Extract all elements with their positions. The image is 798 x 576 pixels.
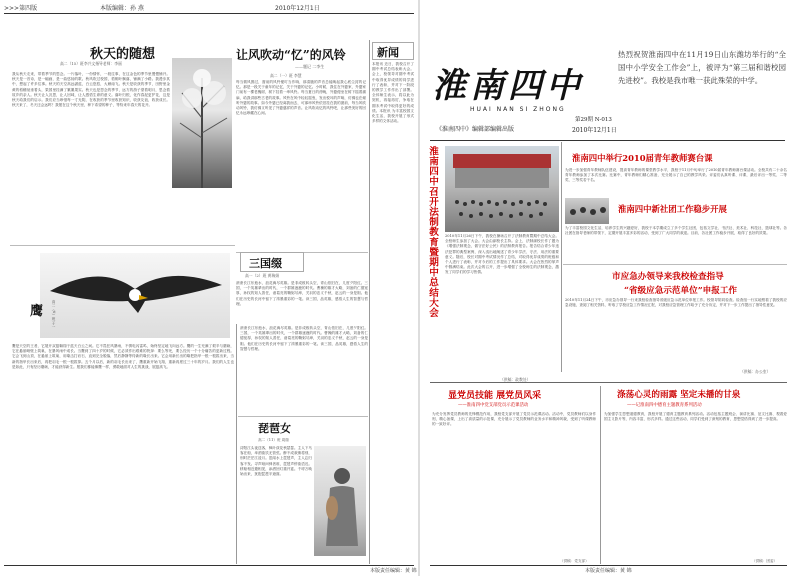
main-article-credit: （供稿：政教处）	[500, 377, 531, 382]
article-pipa-body: 浔阳江头夜送客，枫叶荻花秋瑟瑟。主人下马客在船，举酒欲饮无管弦。醉不成欢惨将别，别时茫茫江浸月。忽闻水上琵琶声，主人忘归客不发。寻声暗问弹者谁，琵琶声停欲语迟。移船相近邀相见，添酒回灯重开宴。千呼万唤始出来，犹抱琵琶半遮面。	[240, 446, 312, 477]
banner-congrats: 热烈祝贺淮南四中在11月19日山东潍坊举行的“全国中小学安全工作会”上，被评为“第三届和谐校园先进校”。我校是我市唯一获此殊荣的中学。	[618, 50, 786, 85]
club-body: 为了丰富校园文化生活，培养学生的兴趣爱好，我校于本学期成立了多个学生社团，包括文学社、书法社、美术社、科技社、篮球社等。各社团在指导老师的带领下，定期开展丰富多彩的活动，受到了广大同学的欢迎。目前，各社团工作稳步开展，取得了良好的效果。	[565, 226, 787, 236]
club-photo	[565, 198, 609, 224]
article-windbell-title: 让风吹动“忆”的风铃	[236, 48, 346, 62]
news-heading-box	[372, 42, 414, 60]
emergency-title2: “省级应急示范单位”申报工作	[624, 286, 738, 296]
eagle-icon	[40, 253, 230, 338]
left-header-rule	[4, 13, 414, 14]
left-page-editor: 本版编辑：孙 燕	[100, 5, 144, 12]
lady-icon	[314, 446, 366, 556]
heart-subtitle: ——记淮南四中德育主题教育系列活动	[627, 403, 702, 408]
snowy-tree-photo	[172, 58, 232, 188]
masthead-date: 2010年12月1日	[572, 127, 617, 134]
article-eagle-byline: 高二（6）班 于一	[52, 300, 56, 329]
main-article-body: 2010年11月26日下午，我校在操场召开了法制教育暨期中总结大会。全校师生参加了大会。大会由副校长主持。会上，法制副校长作了题为《增强法制观念，做守法好公民》的法制教育报告。报告结合青少年违法犯罪的典型案例，深入浅出地阐述了青少年学法、守法、用法的重要意义。随后，校长对期中考试情况作了总结，对取得优异成绩的班级和个人进行了表彰，并对今后的工作提出了具体要求。大会在热烈的掌声中圆满结束。此次大会的召开，进一步增强了全校师生的法制观念，激发了同学们的学习热情。	[445, 234, 559, 275]
teacher-contest-body: 为进一步加强青年教师队伍建设，提高青年教师的课堂教学水平，我校于11月中旬举行了2010届青年教师赛台课活动。全校共有二十余名青年教师参加了本次比赛。比赛中，青年教师们精心准备，充分展示了自己的教学风采。评委们认真听课、评课，最后评出一等奖、二等奖、三等奖若干名。	[565, 168, 787, 183]
left-page-section: >>>第四版	[4, 5, 38, 12]
teacher-contest-title: 淮南四中举行2010届青年教师赛台课	[572, 153, 713, 163]
emergency-credit: （供稿：办公室）	[740, 369, 771, 374]
party-title: 显党员技能 展党员风采	[448, 391, 542, 401]
eagle-photo	[40, 253, 230, 338]
article-windbell-body: 每当微风拂过，窗前的风铃便叮当作响，那清脆的声音总能唤起我心底尘封的记忆。那是一段关于童年的记忆，关于外婆的记忆。小时候，我住在外婆家，外婆家门前有一棵老槐树，树下挂着一串风铃。每当夏日的傍晚，外婆便坐在树下摇着蒲扇，给我讲那些古老的故事。风铃在风中轻轻摇曳，发出悦耳的声响，仿佛也在倾听外婆的故事。如今外婆已经离我而去，可那串风铃依旧挂在我的窗前，每当风吹动风铃，我仿佛又听见了外婆慈祥的声音。让风吹动忆的风铃吧，让那些美好的回忆永远珍藏在心间。	[236, 80, 366, 116]
article-sanguo-titlebox	[240, 252, 304, 272]
left-page-date: 2010年12月1日	[275, 5, 320, 12]
right-footer: 本版责任编辑：黄 锦	[585, 568, 632, 574]
club-group-icon	[565, 198, 609, 224]
news-col-divider-left	[369, 40, 370, 564]
article-sanguo-body: 滚滚长江东逝水，浪花淘尽英雄。是非成败转头空，青山依旧在，几度夕阳红。三国，一个英雄辈出的时代，一个群雄逐鹿的时代。曹操的雄才大略，刘备的仁德宽厚，孙权的知人善任，诸葛亮的鞠躬尽瘁，关羽的忠义千秋，赵云的一身是胆。他们在历史的长河中留下了浓墨重彩的一笔。读三国，品英雄，感悟人生的智慧与哲理。	[236, 281, 368, 306]
masthead-editor: 《淮南四中》编辑部编辑出版	[436, 126, 515, 133]
masthead-rule	[430, 140, 785, 141]
article-sanguo-body-continued: 滚滚长江东逝水，浪花淘尽英雄。是非成败转头空，青山依旧在，几度夕阳红。三国，一个英雄辈出的时代，一个群雄逐鹿的时代。曹操的雄才大略，刘备的仁德宽厚，孙权的知人善任，诸葛亮的鞠躬尽瘁，关羽的忠义千秋，赵云的一身是胆。他们在历史的长河中留下了浓墨重彩的一笔。读三国，品英雄，感悟人生的智慧与哲理。	[240, 326, 368, 351]
news-heading: 新闻	[377, 46, 399, 59]
emergency-body: 2010年11月24日下午，市应急办领导一行来我校检查指导省级应急示范单位申报工作。校领导陪同检查。检查组一行实地察看了我校的应急设施，查阅了相关资料，听取了学校应急工作情况汇报，对我校应急管理工作给予了充分肯定，并对下一步工作提出了指导性意见。	[565, 298, 787, 308]
club-title: 淮南四中新社团工作稳步开展	[618, 204, 727, 214]
right-col-divider	[561, 142, 562, 372]
article-autumn-byline: 高二（15）班李兴文指导老师：李丽	[60, 61, 122, 66]
party-body: 为充分发挥党员教师的先锋模范作用，我校党支部开展了党员示范课活动。活动中，党员教师们以身作则，精心备课，上出了高质量的示范课，充分展示了党员教师的业务水平和精神风貌，受到了听课教师的一致好评。	[432, 412, 596, 427]
right-mid-rule	[430, 382, 787, 383]
masthead-title: 淮南四中	[432, 66, 584, 106]
news-col-body: 本报讯 近日，我校召开了期中考试总结表彰大会。会上，校领导对期中考试中取得优异成绩的同学进行了表彰，并对下一阶段的教学工作作出了部署。全体师生表示，将以此为契机，再接再厉，争取在期末考试中取得更好的成绩。本报讯 为丰富校园文化生活，我校开展了形式多样的文体活动。	[372, 62, 414, 124]
right-footer-rule	[430, 565, 787, 566]
assembly-stage-icon	[445, 146, 559, 232]
emergency-title: 市应急办领导来我校检查指导	[612, 272, 724, 282]
left-divider-3	[238, 416, 368, 417]
article-autumn-body: 我从秋天走来，带着季节的思念。一片落叶，一份情怀，一段往事，在这金色的季节里慢慢铺开。秋天是一首诗，是一幅画，是一曲悠扬的歌。秋风吹过校园，梧桐叶飘落，铺满了小路。我漫步其中，想起了许多往事。秋天的天空高远湛蓝，白云悠悠，大雁南飞。秋天是收获的季节，田野里金黄的稻穗低垂着头，果园里挂满了累累果实。秋天也是思念的季节，远方的游子望着明月，思念着故乡的亲人。秋天让人沉思，让人回味，让人感悟生命的意义。落叶归根，化作春泥更护花，这是秋天给我们的启示。我们应当珍惜每一寸光阴，在收获的季节里收获知识，收获友谊，收获成长。秋天来了，冬天还会远吗？我愿在这个秋天里，种下希望的种子，等待来年春天的花开。	[12, 72, 170, 108]
right-divider-1	[563, 264, 787, 265]
vertical-headline: 淮南四中召开法制教育暨期中总结大会	[427, 146, 438, 318]
article-sanguo-title: 三国缀	[249, 257, 282, 270]
masthead-pinyin: HUAI NAN SI ZHONG	[470, 106, 566, 113]
article-pipa-title: 琵琶女	[258, 422, 291, 435]
assembly-photo	[445, 146, 559, 232]
article-eagle-title: 鹰	[30, 304, 44, 319]
party-credit: （供稿：党支部）	[560, 559, 589, 563]
article-eagle-body: 鹰是天空的王者，它展开双翅翱翔于蓝天白云之间。它不畏狂风暴雨，不惧电闪雷鸣，始终坚定地飞向远方。鹰的一生充满了艰辛与磨砺，它在悬崖峭壁上筑巢，在暴风雨中成长。当鹰到了四十岁的时候，它必须作出艰难的抉择：要么等死，要么经历一个十分痛苦的更新过程。它会飞到山顶，在悬崖上筑巢，用喙击打岩石，直到完全脱落，然后静静等待新的喙长出来。它会用新长出的喙把指甲一根一根拔出来，当新的指甲长出来后，再把羽毛一根一根拔掉。五个月以后，新的羽毛长出来了，鹰重新开始飞翔，重新再度过三十年的岁月。我们的人生也是如此，只有经历磨砺，才能获得新生。愿我们都能像鹰一样，勇敢地面对人生的挑战，展翅高飞。	[12, 344, 234, 369]
article-autumn-title: 秋天的随想	[90, 47, 156, 62]
pipa-lady-photo	[314, 446, 366, 556]
heart-credit: （供稿：团委）	[752, 559, 778, 563]
article-windbell-subtitle: ——题记 二李生	[295, 64, 325, 69]
masthead-issue: 第29期 N-013	[575, 117, 612, 123]
left-footer-rule	[4, 565, 414, 566]
article-sanguo-byline: 高一（2）班 黄瑞娟	[245, 273, 279, 278]
article-windbell-byline: 高二（一）班 李慧	[270, 73, 302, 78]
article-pipa-byline: 高二（11）班 周瑞	[258, 438, 289, 442]
page-gutter	[418, 0, 420, 576]
tree-icon	[172, 58, 232, 188]
party-subtitle: ——淮南四中党支部党员示范课活动	[458, 403, 529, 408]
left-footer: 本版责任编辑：黄 锦	[370, 568, 417, 574]
left-col-divider	[236, 324, 237, 564]
right-bottom-divider	[600, 386, 601, 564]
heart-title: 涤荡心灵的雨露 坚定未播的甘泉	[617, 390, 741, 400]
heart-body: 为加强学生思想道德教育，我校开展了德育主题教育系列活动。活动包括主题班会、演讲比赛、征文比赛、观看爱国主义影片等，内容丰富，形式多样。通过这些活动，同学们受到了深刻的教育，思想觉悟得到了进一步提高。	[604, 412, 787, 422]
left-divider-1	[10, 245, 235, 246]
